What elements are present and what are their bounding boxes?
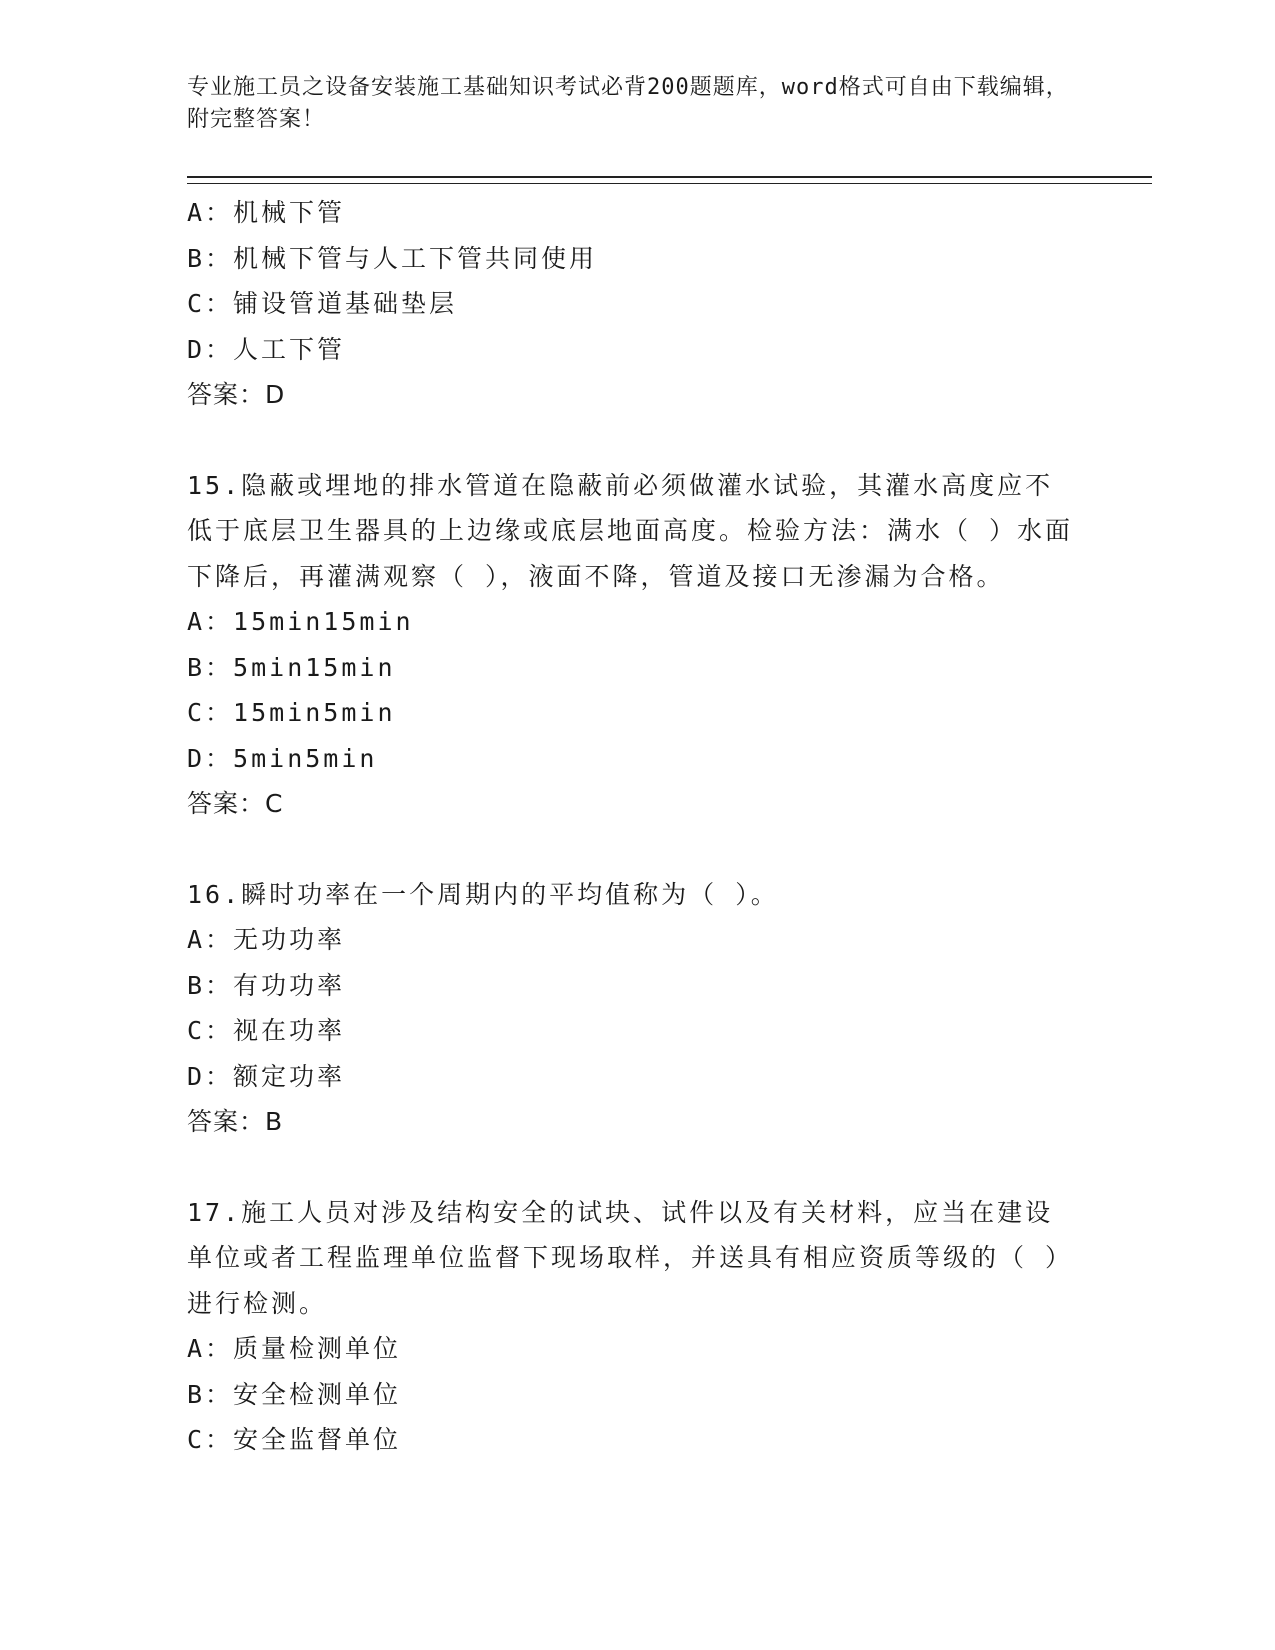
document-header: 专业施工员之设备安装施工基础知识考试必背200题题库，word格式可自由下载编辑，附完整答案！ (187, 75, 1069, 132)
option-d: D：5min5min (187, 743, 378, 773)
question-stem: 15.隐蔽或埋地的排水管道在隐蔽前必须做灌水试验，其灌水高度应不低于底层卫生器具的上边缘或底层地面高度。检验方法：满水（ ）水面下降后，再灌满观察（ ），液面不降，管道及接口无渗漏为合格。 (187, 470, 1074, 591)
option-c: C：安全监督单位 (187, 1425, 402, 1454)
option-a: A：质量检测单位 (187, 1334, 402, 1363)
question-stem: 16.瞬时功率在一个周期内的平均值称为（ ）。 (187, 879, 779, 909)
spacer (187, 827, 1087, 872)
option-d: D：人工下管 (187, 334, 346, 364)
option-d: D：额定功率 (187, 1061, 346, 1091)
option-a: A：15min15min (187, 607, 414, 636)
option-b: B：5min15min (187, 652, 396, 682)
spacer (187, 418, 1087, 463)
option-b: B：安全检测单位 (187, 1379, 402, 1409)
answer: 答案：C (187, 789, 284, 818)
question-stem: 17.施工人员对涉及结构安全的试块、试件以及有关材料，应当在建设单位或者工程监理单位监督下现场取样，并送具有相应资质等级的（ ）进行检测。 (187, 1197, 1074, 1318)
option-a: A：机械下管 (187, 198, 346, 227)
answer: 答案：B (187, 1107, 284, 1136)
header-divider (187, 176, 1152, 184)
option-b: B：机械下管与人工下管共同使用 (187, 243, 598, 273)
spacer (187, 1145, 1087, 1190)
question-list (187, 190, 1087, 1463)
answer: 答案：D (187, 380, 286, 409)
option-c: C：视在功率 (187, 1016, 346, 1045)
option-c: C：15min5min (187, 698, 396, 727)
question-14-tail (187, 190, 1087, 418)
option-a: A：无功功率 (187, 925, 346, 954)
question-15 (187, 463, 1087, 827)
question-16 (187, 872, 1087, 1145)
question-17 (187, 1190, 1087, 1463)
option-c: C：铺设管道基础垫层 (187, 289, 458, 318)
option-b: B：有功功率 (187, 970, 346, 1000)
